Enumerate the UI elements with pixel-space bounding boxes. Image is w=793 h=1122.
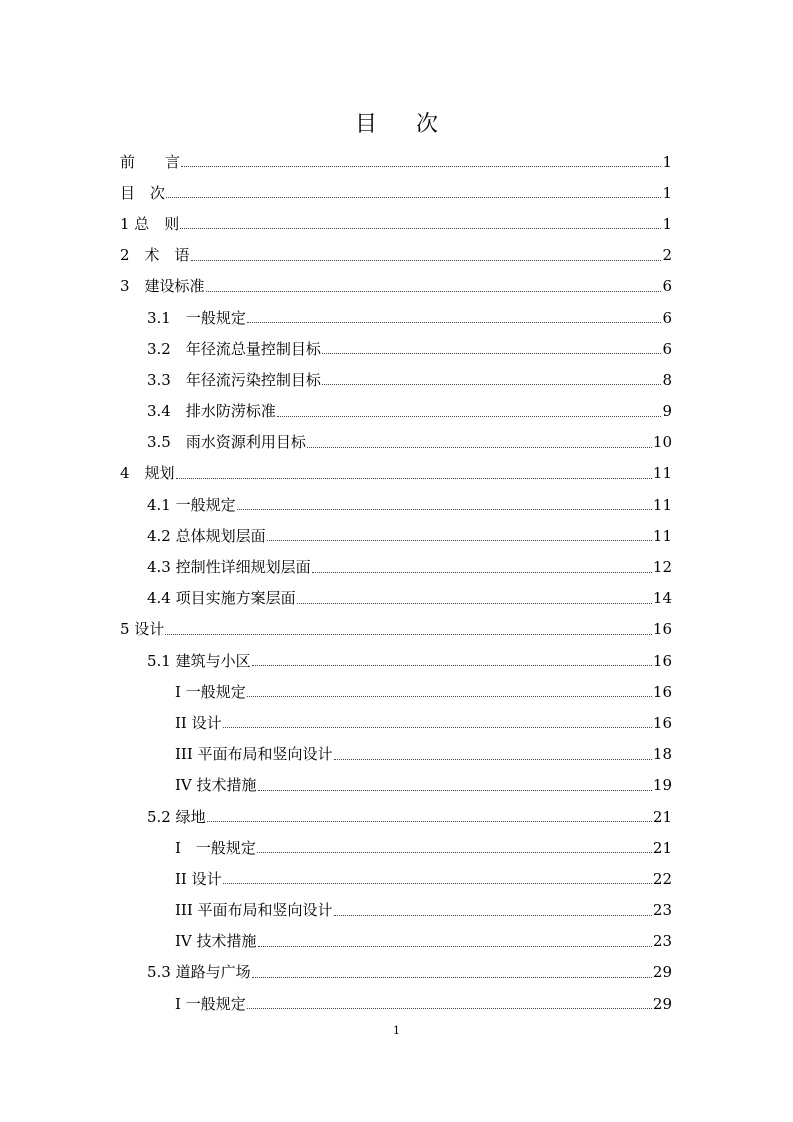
toc-entry-title: 3.2 年径流总量控制目标 [147, 339, 321, 358]
toc-entry-title: 3 建设标准 [120, 277, 205, 296]
dot-leader [247, 1008, 652, 1009]
toc-entry-title: 前 言 [120, 152, 181, 171]
toc-entry[interactable] [120, 271, 672, 302]
dot-leader [258, 790, 652, 791]
dot-leader [223, 727, 652, 728]
toc-entry[interactable] [120, 146, 672, 177]
toc-entry-title: 2 术 语 [120, 246, 190, 265]
dot-leader [180, 228, 661, 229]
toc-entry-title: IV 技术措施 [175, 776, 257, 795]
toc-entry-title: 3.3 年径流污染控制目标 [147, 370, 321, 389]
toc-entry[interactable] [120, 926, 672, 957]
toc-entry[interactable] [120, 364, 672, 395]
dot-leader [322, 353, 662, 354]
dot-leader [334, 759, 652, 760]
dot-leader [206, 291, 662, 292]
toc-entry[interactable] [120, 645, 672, 676]
dot-leader [207, 821, 652, 822]
toc-entry-page: 21 [652, 838, 672, 857]
toc-entry[interactable] [120, 302, 672, 333]
dot-leader [181, 166, 661, 167]
toc-entry-page: 1 [662, 214, 672, 233]
dot-leader [257, 852, 652, 853]
toc-entry-page: 29 [652, 963, 672, 982]
toc-entry-page: 14 [652, 589, 672, 608]
toc-entry-page: 8 [662, 370, 672, 389]
toc-entry-page: 16 [652, 651, 672, 670]
toc-entry-title: 目 次 [120, 183, 166, 202]
toc-entry-page: 6 [662, 308, 672, 327]
dot-leader [252, 977, 652, 978]
toc-entry[interactable] [120, 863, 672, 894]
toc-entry-page: 1 [662, 183, 672, 202]
dot-leader [223, 883, 652, 884]
dot-leader [322, 384, 662, 385]
toc-entry-title: I 一般规定 [175, 838, 256, 857]
dot-leader [191, 260, 662, 261]
toc-entry[interactable] [120, 676, 672, 707]
toc-entry[interactable] [120, 208, 672, 239]
toc-entry-page: 9 [662, 402, 672, 421]
toc-entry-page: 10 [652, 433, 672, 452]
dot-leader [252, 665, 652, 666]
toc-entry[interactable] [120, 551, 672, 582]
toc-entry[interactable] [120, 240, 672, 271]
toc-entry-title: II 设计 [175, 869, 222, 888]
toc-entry-page: 18 [652, 745, 672, 764]
table-of-contents [120, 146, 672, 1019]
toc-entry[interactable] [120, 333, 672, 364]
toc-entry-page: 23 [652, 932, 672, 951]
toc-entry-page: 16 [652, 620, 672, 639]
toc-entry-title: 3.1 一般规定 [147, 308, 246, 327]
toc-entry[interactable] [120, 739, 672, 770]
toc-entry[interactable] [120, 458, 672, 489]
dot-leader [166, 197, 661, 198]
page-number: 1 [393, 1024, 400, 1037]
dot-leader [307, 447, 652, 448]
dot-leader [258, 946, 652, 947]
toc-entry-page: 19 [652, 776, 672, 795]
dot-leader [334, 915, 652, 916]
toc-entry-page: 6 [662, 339, 672, 358]
toc-entry[interactable] [120, 770, 672, 801]
toc-entry-page: 16 [652, 682, 672, 701]
toc-entry-page: 11 [652, 464, 672, 483]
dot-leader [176, 478, 652, 479]
toc-entry-title: 5 设计 [120, 620, 165, 639]
toc-entry-title: 4.1 一般规定 [147, 495, 236, 514]
toc-entry-page: 11 [652, 526, 672, 545]
dot-leader [277, 416, 662, 417]
toc-entry-title: III 平面布局和竖向设计 [175, 901, 333, 920]
toc-entry[interactable] [120, 707, 672, 738]
toc-entry-title: 1 总 则 [120, 214, 180, 233]
dot-leader [297, 603, 652, 604]
toc-entry-title: 3.5 雨水资源利用目标 [147, 433, 306, 452]
toc-entry[interactable] [120, 832, 672, 863]
toc-entry[interactable] [120, 895, 672, 926]
toc-entry-page: 22 [652, 869, 672, 888]
toc-entry-page: 21 [652, 807, 672, 826]
toc-entry[interactable] [120, 177, 672, 208]
toc-entry[interactable] [120, 957, 672, 988]
toc-entry-page: 16 [652, 713, 672, 732]
dot-leader [312, 572, 652, 573]
toc-entry-title: 5.3 道路与广场 [147, 963, 251, 982]
dot-leader [165, 634, 652, 635]
toc-entry-title: 4.2 总体规划层面 [147, 526, 266, 545]
toc-entry-page: 12 [652, 558, 672, 577]
toc-entry[interactable] [120, 801, 672, 832]
toc-entry[interactable] [120, 520, 672, 551]
page-title: 目 次 [355, 112, 454, 137]
toc-entry-page: 1 [662, 152, 672, 171]
toc-entry[interactable] [120, 489, 672, 520]
toc-entry-page: 23 [652, 901, 672, 920]
dot-leader [267, 540, 652, 541]
toc-entry-title: III 平面布局和竖向设计 [175, 745, 333, 764]
toc-entry-title: 4 规划 [120, 464, 175, 483]
dot-leader [237, 509, 652, 510]
dot-leader [247, 696, 652, 697]
toc-entry-title: 5.2 绿地 [147, 807, 206, 826]
toc-entry-title: 4.4 项目实施方案层面 [147, 589, 296, 608]
toc-entry[interactable] [120, 614, 672, 645]
toc-entry-title: IV 技术措施 [175, 932, 257, 951]
toc-entry-title: 3.4 排水防涝标准 [147, 402, 276, 421]
toc-entry-page: 6 [662, 277, 672, 296]
toc-entry-page: 2 [662, 246, 672, 265]
toc-entry[interactable] [120, 583, 672, 614]
toc-entry-title: 4.3 控制性详细规划层面 [147, 558, 311, 577]
toc-entry-page: 29 [652, 994, 672, 1013]
toc-entry-title: I 一般规定 [175, 682, 246, 701]
toc-entry-title: I 一般规定 [175, 994, 246, 1013]
toc-entry[interactable] [120, 427, 672, 458]
dot-leader [247, 322, 662, 323]
toc-entry-page: 11 [652, 495, 672, 514]
toc-entry-title: II 设计 [175, 713, 222, 732]
toc-entry[interactable] [120, 396, 672, 427]
toc-entry[interactable] [120, 988, 672, 1019]
toc-entry-title: 5.1 建筑与小区 [147, 651, 251, 670]
